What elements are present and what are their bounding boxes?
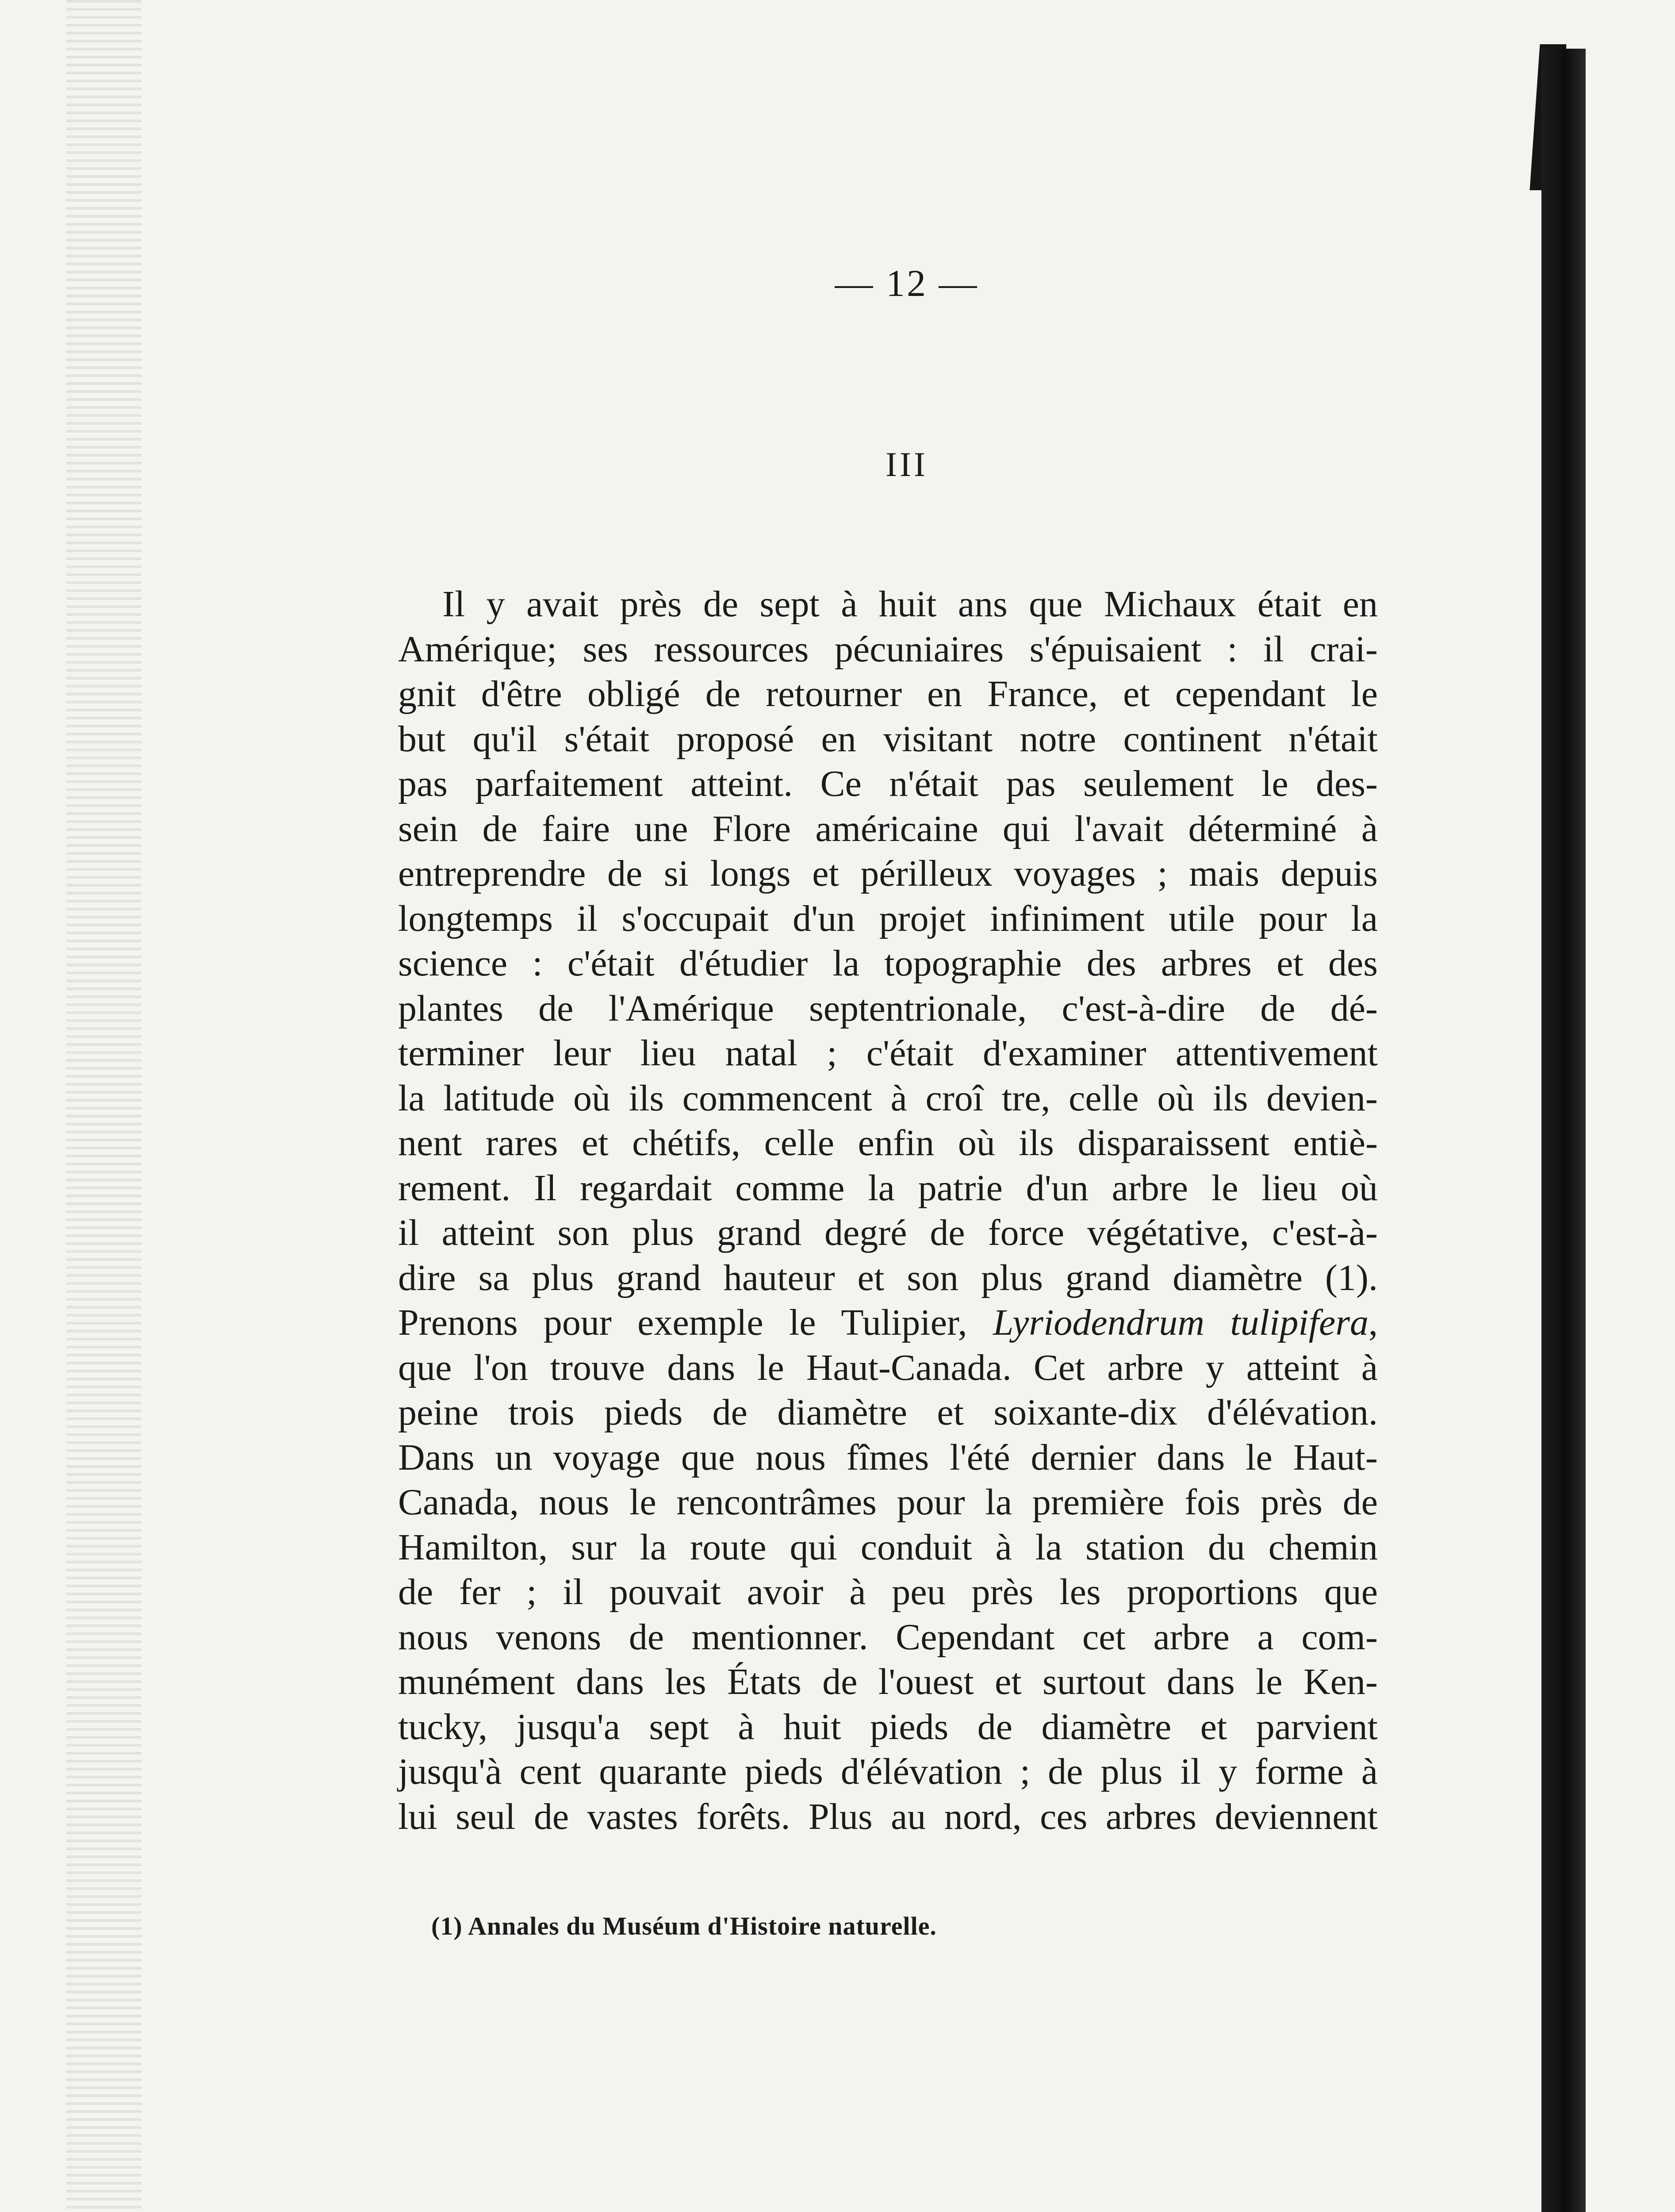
text-segment: Prenons pour exemple le Tulipier, [398,1302,993,1343]
text-line: munément dans les États de l'ouest et surtout dans le Ken- [398,1661,1378,1702]
species-name-italic: Lyriodendrum tulipifera [993,1302,1369,1343]
text-line: gnit d'être obligé de retourner en France, et cependant le [398,673,1378,714]
text-line: tucky, jusqu'a sept à huit pieds de diamètre et parvient [398,1706,1378,1747]
text-line: plantes de l'Amérique septentrionale, c'est-à-dire de dé- [398,987,1378,1029]
text-line: la latitude où ils commencent à croî tre, celle où ils devien- [398,1077,1378,1119]
text-line: rement. Il regardait comme la patrie d'un arbre le lieu où [398,1167,1378,1209]
text-line: il atteint son plus grand degré de force végétative, c'est-à- [398,1212,1378,1253]
left-binding-edge [66,0,142,2212]
text-line: nent rares et chétifs, celle enfin où ils disparaissent entiè- [398,1122,1378,1164]
body-paragraph [398,582,1378,1839]
text-line: pas parfaitement atteint. Ce n'était pas seulement le des- [398,763,1378,804]
text-line: sein de faire une Flore américaine qui l'avait déterminé à [398,808,1378,849]
section-heading: III [885,445,928,484]
text-line: nous venons de mentionner. Cependant cet arbre a com- [398,1616,1378,1658]
text-line: Amérique; ses ressources pécuniaires s'épuisaient : il crai- [398,628,1378,670]
text-line: de fer ; il pouvait avoir à peu près les proportions que [398,1571,1378,1613]
text-segment: , [1368,1302,1378,1343]
footnote: (1) Annales du Muséum d'Histoire naturelle. [431,1912,937,1940]
text-line: Hamilton, sur la route qui conduit à la station du chemin [398,1526,1378,1568]
text-line: dire sa plus grand hauteur et son plus grand diamètre (1). [398,1257,1378,1298]
page-number: — 12 — [835,262,979,304]
text-line: science : c'était d'étudier la topographie des arbres et des [398,943,1378,984]
text-line-with-italic [398,1300,1378,1345]
text-line: peine trois pieds de diamètre et soixante-dix d'élévation. [398,1392,1378,1433]
text-line: jusqu'à cent quarante pieds d'élévation ; de plus il y forme à [398,1751,1378,1792]
text-line: but qu'il s'était proposé en visitant notre continent n'était [398,718,1378,760]
text-line: Il y avait près de sept à huit ans que Michaux était en [442,584,1378,625]
text-line: Canada, nous le rencontrâmes pour la première fois près de [398,1482,1378,1523]
right-book-edge [1541,49,1586,2212]
text-line: longtemps il s'occupait d'un projet infiniment utile pour la [398,898,1378,939]
text-line: lui seul de vastes forêts. Plus au nord, ces arbres deviennent [398,1796,1378,1837]
text-line: terminer leur lieu natal ; c'était d'examiner attentivement [398,1033,1378,1074]
text-line: que l'on trouve dans le Haut-Canada. Cet arbre y atteint à [398,1347,1378,1388]
text-line: entreprendre de si longs et périlleux voyages ; mais depuis [398,853,1378,894]
text-line: Dans un voyage que nous fîmes l'été dernier dans le Haut- [398,1436,1378,1478]
